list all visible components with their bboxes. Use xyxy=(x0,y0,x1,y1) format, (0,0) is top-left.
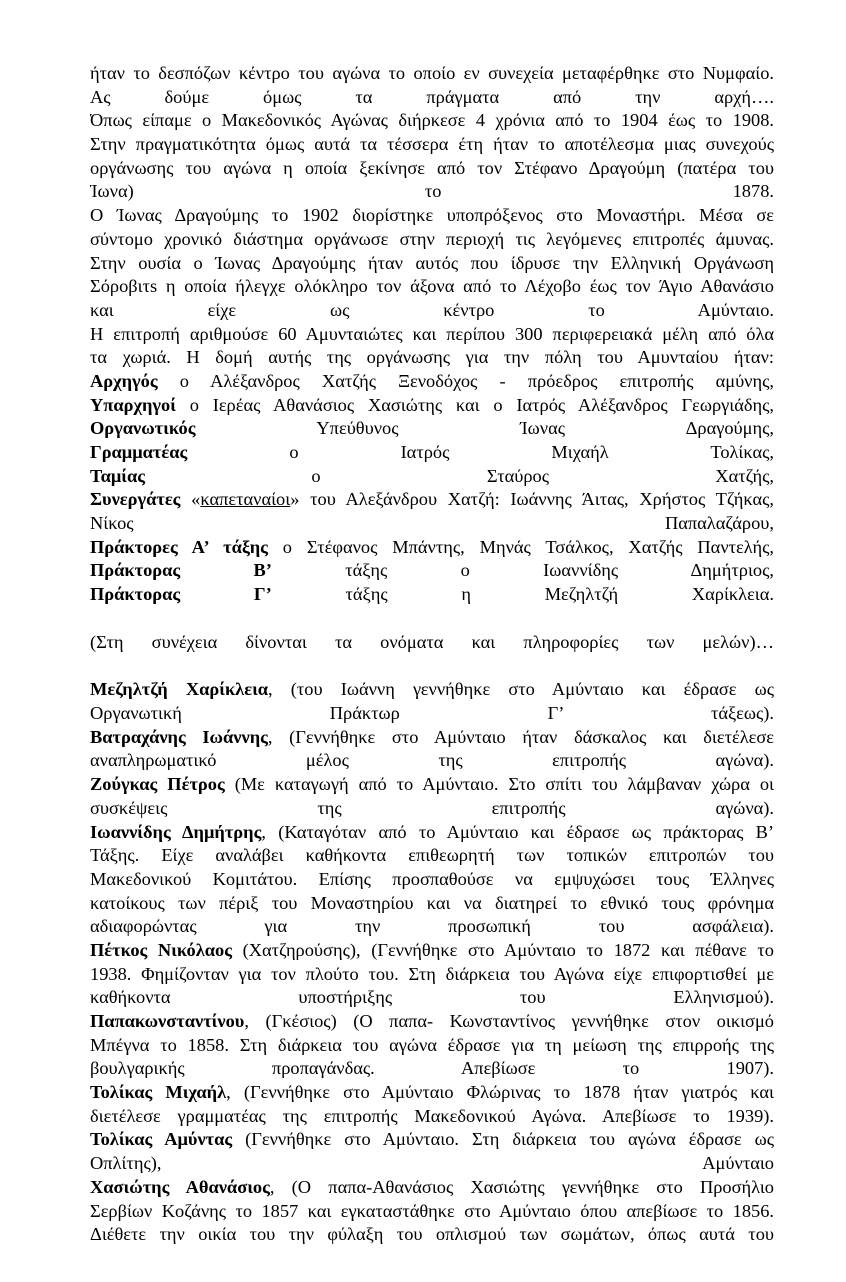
member-text: , (Καταγόταν από το Αμύνταιο και έδρασε ως πράκτορας Β’ xyxy=(261,821,774,842)
member-entry xyxy=(90,821,774,939)
blank-line xyxy=(90,654,774,678)
member-text: διετέλεσε γραμματέας της επιτροπής Μακεδονικού Αγώνα. Απεβίωσε το 1939). xyxy=(90,1105,774,1126)
member-text: , (του Ιωάννη γεννήθηκε στο Αμύνταιο και έδρασε ως xyxy=(268,679,774,700)
role-title: Γραμματέας xyxy=(90,442,188,462)
member-text: , (Γεννήθηκε στο Αμύνταιο ήταν δάσκαλος και διετέλεσε xyxy=(267,726,774,747)
member-text: , (Γκέσιος) (Ο παπα- Κωνσταντίνος γεννήθηκε στον οικισμό xyxy=(244,1011,774,1031)
role-line xyxy=(90,583,774,607)
member-name: Ζούγκας Πέτρος xyxy=(90,774,225,795)
role-title: Οργανωτικός xyxy=(90,418,196,439)
role-text: Νίκος Παπαλαζάρου, xyxy=(90,513,774,534)
role-line xyxy=(90,417,774,441)
member-name: Χασιώτης Αθανάσιος xyxy=(90,1176,270,1197)
member-name: Τολίκας Αμύντας xyxy=(90,1129,233,1150)
member-list xyxy=(90,678,774,1247)
member-line xyxy=(90,749,774,773)
member-text: Μπέγνα το 1858. Στη διάρκεια του αγώνα έδρασε για τη μείωση της επιρροής της xyxy=(90,1034,774,1055)
member-line xyxy=(90,939,774,963)
member-line xyxy=(90,1057,774,1081)
role-line xyxy=(90,536,774,560)
member-line xyxy=(90,797,774,821)
member-entry xyxy=(90,1176,774,1247)
text-line: Όπως είπαμε ο Μακεδονικός Αγώνας διήρκεσε 4 χρόνια από το 1904 έως το 1908. xyxy=(90,110,774,131)
role-text: » του Αλεξάνδρου Χατζή: Ιωάννης Άιτας, Χρήστος Τζήκας, xyxy=(290,489,774,510)
role-text: τάξης ο Ιωαννίδης Δημήτριος, xyxy=(271,560,774,581)
role-line xyxy=(90,465,774,489)
member-line xyxy=(90,702,774,726)
intro-text xyxy=(90,62,774,370)
member-text: Τάξης. Είχε αναλάβει καθήκοντα επιθεωρητή των τοπικών επιτροπών του xyxy=(90,845,774,866)
text-line: Ας δούμε όμως τα πράγματα από την αρχή…. xyxy=(90,86,774,107)
member-text: καθήκοντα υποστήριξης του Ελληνισμού). xyxy=(90,987,774,1008)
role-line xyxy=(90,559,774,583)
member-line xyxy=(90,821,774,845)
member-line xyxy=(90,1152,774,1176)
member-text: 1938. Φημίζονταν για τον πλούτο του. Στη διάρκεια του Αγώνα είχε επιφορτισθεί με xyxy=(90,963,774,984)
member-line xyxy=(90,1128,774,1152)
text-line: Σόροβιτs η οποία ήλεγχε ολόκληρο τον άξονα από το Λέχοβο έως τον Άγιο Αθανάσιο xyxy=(90,276,774,297)
role-title: Πράκτορας Γ’ xyxy=(90,584,272,605)
text-line: τα χωριά. Η δομή αυτής της οργάνωσης για την πόλη του Αμυνταίου ήταν: xyxy=(90,347,774,368)
role-text: ο Ιερέας Αθανάσιος Χασιώτης και ο Ιατρός Αλέξανδρος Γεωργιάδης, xyxy=(175,394,774,415)
role-text: ο Σταύρος Χατζής, xyxy=(145,465,774,486)
role-title: Υπαρχηγοί xyxy=(90,394,176,415)
member-line xyxy=(90,1176,774,1200)
member-text: Σερβίων Κοζάνης το 1857 και εγκαταστάθηκε στο Αμύνταιο όπου απεβίωσε το 1856. xyxy=(90,1200,774,1221)
text-line: Στην πραγματικότητα όμως αυτά τα τέσσερα έτη ήταν το αποτέλεσμα μιας συνεχούς xyxy=(90,134,774,155)
role-line xyxy=(90,488,774,512)
member-line xyxy=(90,868,774,892)
member-name: Ιωαννίδης Δημήτρης xyxy=(90,821,262,842)
member-text: βουλγαρικής προπαγάνδας. Απεβίωσε το 1907). xyxy=(90,1058,774,1079)
role-text: ο Αλέξανδρος Χατζής Ξενοδόχος - πρόεδρος επιτροπής αμύνης, xyxy=(157,370,774,391)
member-name: Πέτκος Νικόλαος xyxy=(90,939,232,960)
underlined-term: καπεταναίοι xyxy=(200,489,291,510)
role-title: Πράκτορας Β’ xyxy=(90,560,272,581)
role-text: ο Στέφανος Μπάντης, Μηνάς Τσάλκος, Χατζής Παντελής, xyxy=(267,536,774,557)
role-text: ο Ιατρός Μιχαήλ Τολίκας, xyxy=(187,442,774,462)
text-line: οργάνωσης του αγώνα η οποία ξεκίνησε από τον Στέφανο Δραγούμη (πατέρα του xyxy=(90,157,774,178)
member-line xyxy=(90,1223,774,1247)
member-entry xyxy=(90,773,774,820)
member-text: Οπλίτης), Αμύνταιο xyxy=(90,1153,774,1174)
role-text: Υπεύθυνος Ίωνας Δραγούμης, xyxy=(195,418,774,439)
member-text: Οργανωτική Πράκτωρ Γ’ τάξεως). xyxy=(90,703,774,724)
role-line xyxy=(90,441,774,465)
member-line xyxy=(90,844,774,868)
text-line: ήταν το δεσπόζων κέντρο του αγώνα το οποίο εν συνεχεία μεταφέρθηκε στο Νυμφαίο. xyxy=(90,63,774,83)
member-line xyxy=(90,726,774,750)
role-title: Πράκτορες Α’ τάξης xyxy=(90,536,268,557)
member-text: , (Ο παπα-Αθανάσιος Χασιώτης γεννήθηκε στο Προσήλιο xyxy=(269,1176,774,1197)
text-line: Στην ουσία ο Ίωνας Δραγούμης ήταν αυτός που ίδρυσε την Ελληνική Οργάνωση xyxy=(90,252,774,273)
member-line xyxy=(90,963,774,987)
member-entry xyxy=(90,939,774,1010)
member-line xyxy=(90,892,774,916)
member-line xyxy=(90,915,774,939)
member-entry xyxy=(90,726,774,773)
member-line xyxy=(90,1105,774,1129)
blank-line xyxy=(90,607,774,631)
role-text-prefix: « xyxy=(180,489,201,510)
member-text: αδιαφορώντας για την προσωπική του ασφάλεια). xyxy=(90,916,774,937)
role-text: τάξης η Μεζηλτζή Χαρίκλεια. xyxy=(271,584,774,605)
member-name: Βατραχάνης Ιωάννης xyxy=(90,726,268,747)
text-line: Ίωνα) το 1878. xyxy=(90,181,774,202)
member-text: (Γεννήθηκε στο Αμύνταιο. Στη διάρκεια του αγώνα έδρασε ως xyxy=(232,1129,774,1150)
role-title: Ταμίας xyxy=(90,465,146,486)
member-text: (Με καταγωγή από το Αμύνταιο. Στο σπίτι του λάμβαναν χώρα οι xyxy=(224,774,774,795)
member-line xyxy=(90,678,774,702)
role-title: Αρχηγός xyxy=(90,370,158,391)
role-line xyxy=(90,512,774,536)
role-line xyxy=(90,394,774,418)
text-line: Ο Ίωνας Δραγούμης το 1902 διορίστηκε υποπρόξενος στο Μοναστήρι. Μέσα σε xyxy=(90,205,774,226)
member-entry xyxy=(90,1010,774,1081)
member-text: συσκέψεις της επιτροπής αγώνα). xyxy=(90,797,774,818)
member-text: (Χατζηρούσης), (Γεννήθηκε στο Αμύνταιο το 1872 και πέθανε το xyxy=(232,939,774,960)
member-line xyxy=(90,1034,774,1058)
member-line xyxy=(90,773,774,797)
text-line: και είχε ως κέντρο το Αμύνταιο. xyxy=(90,299,774,320)
member-entry xyxy=(90,1128,774,1175)
role-line xyxy=(90,370,774,394)
member-line xyxy=(90,1081,774,1105)
note-line: (Στη συνέχεια δίνονται τα ονόματα και πληροφορίες των μελών)… xyxy=(90,631,774,652)
text-line: Η επιτροπή αριθμούσε 60 Αμυνταιώτες και περίπου 300 περιφερειακά μέλη από όλα xyxy=(90,323,774,344)
member-text: , (Γεννήθηκε στο Αμύνταιο Φλώρινας το 1878 ήταν γιατρός και xyxy=(226,1082,774,1103)
member-name: Μεζηλτζή Χαρίκλεια xyxy=(90,679,269,700)
member-text: κατοίκους των πέριξ του Μοναστηρίου και να διατηρεί το εθνικό τους φρόνημα xyxy=(90,892,774,913)
member-line xyxy=(90,1200,774,1224)
member-name: Παπακωνσταντίνου xyxy=(90,1011,245,1031)
document-page xyxy=(90,62,774,1247)
role-title: Συνεργάτες xyxy=(90,489,181,510)
organization-roles xyxy=(90,370,774,607)
member-line xyxy=(90,986,774,1010)
member-text: αναπληρωματικό μέλος της επιτροπής αγώνα). xyxy=(90,750,774,771)
member-line xyxy=(90,1010,774,1034)
member-entry xyxy=(90,1081,774,1128)
member-entry xyxy=(90,678,774,725)
text-line: σύντομο χρονικό διάστημα οργάνωσε στην περιοχή τις λεγόμενες επιτροπές άμυνας. xyxy=(90,228,774,249)
member-text: Μακεδονικού Κομιτάτου. Επίσης προσπαθούσε να εμψυχώσει τους Έλληνες xyxy=(90,868,774,889)
member-name: Τολίκας Μιχαήλ xyxy=(90,1082,227,1103)
member-text: Διέθετε την οικία του την φύλαξη του οπλισμού των σωμάτων, όπως αυτά του xyxy=(90,1224,774,1245)
